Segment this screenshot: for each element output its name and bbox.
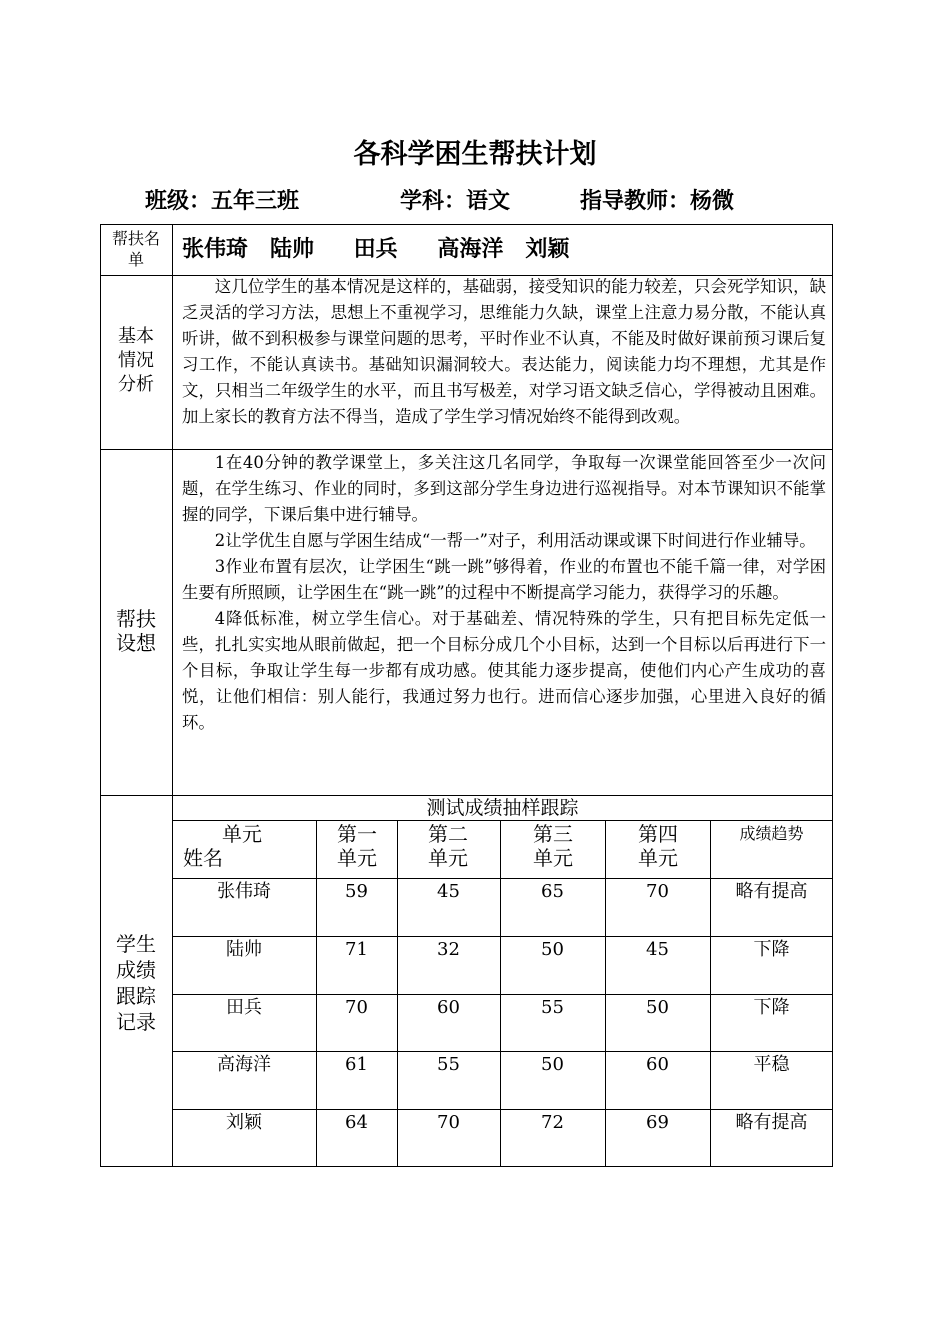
score-cell: 50 xyxy=(541,1054,564,1075)
page-title: 各科学困生帮扶计划 xyxy=(353,139,597,170)
score-cell: 70 xyxy=(345,997,368,1018)
student-name: 田兵 xyxy=(226,997,262,1018)
score-cell: 70 xyxy=(437,1112,460,1133)
score-cell: 69 xyxy=(646,1112,669,1133)
unit-header: 第四单元 xyxy=(638,822,678,870)
column-divider xyxy=(172,224,173,1167)
score-cell: 55 xyxy=(541,997,564,1018)
score-cell: 32 xyxy=(437,939,460,960)
score-divider xyxy=(172,878,833,879)
trend-cell: 下降 xyxy=(753,939,790,960)
student-name: 刘颖 xyxy=(226,1112,262,1133)
score-cell: 60 xyxy=(646,1054,669,1075)
teacher-label: 指导教师：杨微 xyxy=(580,189,735,214)
analysis-label: 基本情况分析 xyxy=(118,326,154,395)
student-names: 张伟琦 陆帅 田兵 高海洋 刘颖 xyxy=(182,237,570,262)
plan-item: 4降低标准，树立学生信心。对于基础差、情况特殊的学生，只有把目标先定低一些，扎扎实实地从眼前做起，把一个目标分成几个小目标，达到一个目标以后再进行下一个目标，争取让学生每一步都有成功感。使其能力逐步提高，使他们内心产生成功的喜悦，让他们相信：别人能行，我通过努力也行。进而信心逐步加强，心里进入良好的循环。 xyxy=(182,609,826,732)
trend-cell: 略有提高 xyxy=(735,881,808,902)
trend-cell: 下降 xyxy=(753,997,790,1018)
corner-unit: 单元 xyxy=(222,822,262,846)
score-cell: 45 xyxy=(437,881,460,902)
score-cell: 61 xyxy=(345,1054,368,1075)
score-caption: 测试成绩抽样跟踪 xyxy=(426,797,579,819)
trend-header: 成绩趋势 xyxy=(739,824,804,843)
student-name: 张伟琦 xyxy=(217,881,271,902)
score-cell: 60 xyxy=(437,997,460,1018)
score-cell: 70 xyxy=(646,881,669,902)
unit-header: 第二单元 xyxy=(428,822,468,870)
plan-item: 3作业布置有层次，让学困生“跳一跳”够得着，作业的布置也不能千篇一律，对学困生要有所照顾，让学困生在“跳一跳”的过程中不断提高学习能力，获得学习的乐趣。 xyxy=(182,557,826,602)
score-divider xyxy=(172,936,833,937)
score-divider xyxy=(172,994,833,995)
subject-label: 学科：语文 xyxy=(400,189,511,214)
corner-name: 姓名 xyxy=(183,846,223,870)
score-divider xyxy=(172,820,833,821)
plan-label: 帮扶设想 xyxy=(116,607,156,655)
unit-header: 第一单元 xyxy=(337,822,377,870)
score-cell: 71 xyxy=(345,939,368,960)
trend-cell: 平稳 xyxy=(753,1054,790,1075)
score-cell: 55 xyxy=(437,1054,460,1075)
score-cell: 45 xyxy=(646,939,669,960)
score-divider xyxy=(172,1051,833,1052)
plan-item: 1在40分钟的教学课堂上，多关注这几名同学，争取每一次课堂能回答至少一次问题，在学生练习、作业的同时，多到这部分学生身边进行巡视指导。对本节课知识不能掌握的同学，下课后集中进行辅导。 xyxy=(182,453,826,524)
score-divider xyxy=(172,1109,833,1110)
score-cell: 59 xyxy=(345,881,368,902)
score-cell: 72 xyxy=(541,1112,564,1133)
names-label: 帮扶名单 xyxy=(111,229,160,269)
student-name: 陆帅 xyxy=(226,939,262,960)
score-cell: 50 xyxy=(646,997,669,1018)
trend-cell: 略有提高 xyxy=(735,1112,808,1133)
score-cell: 64 xyxy=(345,1112,368,1133)
student-name: 高海洋 xyxy=(217,1054,271,1075)
plan-text xyxy=(182,450,826,736)
class-label: 班级：五年三班 xyxy=(145,189,300,214)
plan-item: 2让学优生自愿与学困生结成“一帮一”对子，利用活动课或课下时间进行作业辅导。 xyxy=(214,531,816,550)
unit-header: 第三单元 xyxy=(533,822,573,870)
analysis-paragraph: 这几位学生的基本情况是这样的，基础弱，接受知识的能力较差，只会死学知识，缺乏灵活的学习方法，思想上不重视学习，思维能力久缺，课堂上注意力易分散，不能认真听讲，做不到积极参与课堂问题的思考，平时作业不认真，不能及时做好课前预习课后复习工作，不能认真读书。基础知识漏洞较大。表达能力，阅读能力均不理想，尤其是作文，只相当二年级学生的水平，而且书写极差，对学习语文缺乏信心，学得被动且困难。加上家长的教育方法不得当，造成了学生学习情况始终不能得到改观。 xyxy=(182,277,826,426)
score-cell: 65 xyxy=(541,881,564,902)
record-label: 学生成绩跟踪记录 xyxy=(116,932,156,1034)
analysis-text xyxy=(182,274,826,430)
score-cell: 50 xyxy=(541,939,564,960)
